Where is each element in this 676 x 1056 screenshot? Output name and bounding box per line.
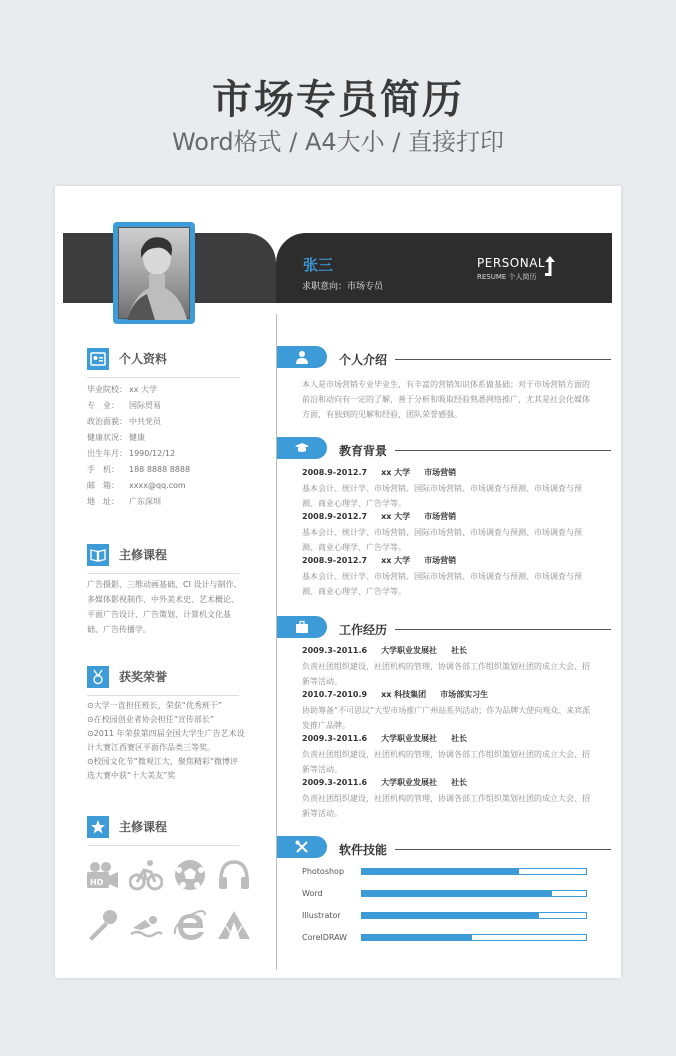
- work-rule: [395, 629, 611, 630]
- award-item: ⊙大学一直担任班长，荣获“优秀班干”: [87, 701, 222, 710]
- swimming-icon: [129, 908, 163, 942]
- tools-icon: [295, 840, 309, 854]
- work-entry-desc: 负责社团组织建设，社团机构的管理，协调各部工作组织策划社团的成立大会、招新等活动。: [302, 662, 590, 686]
- work-tab: [277, 616, 327, 638]
- courses-title: 主修课程: [119, 548, 168, 562]
- courses-divider: [87, 573, 239, 574]
- column-divider: [276, 314, 277, 970]
- about-text: 本人是市场营销专业毕业生，有丰富的营销知识体系做基础；对于市场营销方面的前沿和动向有一定的了解，善于分析和吸取经验熟悉网络推广，尤其是社会化媒体方面，有独到的见解和经验，团队荣誉感强。: [302, 380, 590, 419]
- skill-bar: [361, 868, 587, 875]
- award-item: ⊙校园文化节“微观江大，聚焦精彩”微博评选大赛中获“十大美友”奖: [87, 757, 238, 780]
- skill-bar: [361, 912, 587, 919]
- skill-bar: [361, 890, 587, 897]
- arrow-up-icon: [545, 256, 555, 278]
- candidate-name: 张三: [303, 256, 334, 274]
- profile-title: 个人资料: [119, 352, 168, 366]
- headphones-icon: [217, 858, 251, 892]
- profile-row: 专 业： 国际贸易: [87, 401, 161, 410]
- skill-label: CorelDRAW: [302, 933, 348, 942]
- skill-label: Photoshop: [302, 867, 345, 876]
- cycling-icon: [129, 858, 163, 892]
- education-entry-heading: 2008.9-2012.7 xx 大学 市场营销: [302, 512, 457, 521]
- profile-row: 地 址： 广东深圳: [87, 497, 161, 506]
- hobbies-title: 主修课程: [119, 820, 168, 834]
- briefcase-icon: [295, 620, 309, 634]
- skill-label: Illustrator: [302, 911, 341, 920]
- profile-row: 政治面貌： 中共党员: [87, 417, 161, 426]
- resume-page: [55, 186, 621, 978]
- education-title: 教育背景: [339, 444, 388, 458]
- skill-bar-fill: [362, 869, 519, 874]
- education-entry-desc: 基本会计、统计学、市场营销、国际市场营销、市场调查与预测、市场调查与预测、商业心理学、广告学等。: [302, 528, 582, 552]
- about-title: 个人介绍: [339, 353, 388, 367]
- skill-bar: [361, 934, 587, 941]
- singing-icon: [85, 908, 119, 942]
- skill-bar-fill: [362, 891, 552, 896]
- work-entry-desc: 负责社团组织建设，社团机构的管理，协调各部工作组织策划社团的成立大会、招新等活动。: [302, 750, 590, 774]
- star-icon: [87, 816, 109, 838]
- award-item: ⊙2011 年荣获第四届全国大学生广告艺术设计大赛江西赛区平面作品类三等奖。: [87, 729, 245, 752]
- work-entry-heading: 2010.7-2010.9 xx 科技集团 市场部实习生: [302, 690, 489, 699]
- education-tab: [277, 437, 327, 459]
- resume-label: RESUME 个人简历: [477, 273, 537, 281]
- work-title: 工作经历: [339, 623, 388, 637]
- work-entry-heading: 2009.3-2011.6 大学职业发展社 社长: [302, 646, 468, 655]
- job-intent: 求职意向：市场专员: [302, 282, 384, 292]
- skills-title: 软件技能: [339, 843, 388, 857]
- skill-bar-fill: [362, 913, 539, 918]
- svg-text:HD: HD: [90, 878, 104, 887]
- award-item: ⊙在校园创业者协会担任“宣传部长”: [87, 715, 214, 724]
- profile-divider: [87, 377, 239, 378]
- profile-row: 出生年月： 1990/12/12: [87, 449, 176, 458]
- awards-title: 获奖荣誉: [119, 670, 168, 684]
- work-entry-desc: 负责社团组织建设，社团机构的管理，协调各部工作组织策划社团的成立大会、招新等活动。: [302, 794, 590, 818]
- skill-bar-fill: [362, 935, 472, 940]
- banner-title: 市场专员简历: [212, 77, 464, 123]
- education-entry-desc: 基本会计、统计学、市场营销、国际市场营销、市场调查与预测、市场调查与预测、商业心理学、广告学等。: [302, 484, 582, 508]
- graduation-cap-icon: [295, 441, 309, 455]
- medal-icon: [87, 666, 109, 688]
- ie-icon: [173, 908, 207, 942]
- hobbies-divider: [87, 845, 239, 846]
- education-rule: [395, 450, 611, 451]
- personal-label: PERSONAL: [477, 256, 546, 270]
- skills-tab: [277, 836, 327, 858]
- profile-row: 邮 箱： xxxx@qq.com: [87, 481, 186, 490]
- work-entry-heading: 2009.3-2011.6 大学职业发展社 社长: [302, 734, 468, 743]
- courses-text: 广告摄影、三维动画基础、CI 设计与制作、多媒体影视制作、中外美术史、艺术概论、平面广告设计、广告策划、计算机文化基础、广告传播学。: [87, 580, 242, 634]
- awards-divider: [87, 695, 239, 696]
- education-entry-heading: 2008.9-2012.7 xx 大学 市场营销: [302, 556, 457, 565]
- book-icon: [87, 544, 109, 566]
- camera-icon: [85, 858, 119, 892]
- avatar: [118, 227, 190, 319]
- profile-row: 健康状况： 健康: [87, 433, 145, 442]
- skill-label: Word: [302, 889, 323, 898]
- about-rule: [395, 359, 611, 360]
- education-entry-desc: 基本会计、统计学、市场营销、国际市场营销、市场调查与预测、市场调查与预测、商业心理学、广告学等。: [302, 572, 582, 596]
- football-icon: [173, 858, 207, 892]
- skills-rule: [395, 849, 611, 850]
- work-entry-heading: 2009.3-2011.6 大学职业发展社 社长: [302, 778, 468, 787]
- profile-row: 手 机： 188 8888 8888: [87, 465, 191, 474]
- user-icon: [295, 350, 309, 364]
- id-card-icon: [87, 348, 109, 370]
- profile-row: 毕业院校： xx 大学: [87, 385, 158, 394]
- work-entry-desc: 协助筹备“不可思议”大型市场推广广州站系列活动；作为品牌大使向观众、来宾派发推广品牌。: [302, 706, 591, 730]
- tent-icon: [217, 908, 251, 942]
- education-entry-heading: 2008.9-2012.7 xx 大学 市场营销: [302, 468, 457, 477]
- banner-subtitle: Word格式 / A4大小 / 直接打印: [171, 128, 505, 156]
- about-tab: [277, 346, 327, 368]
